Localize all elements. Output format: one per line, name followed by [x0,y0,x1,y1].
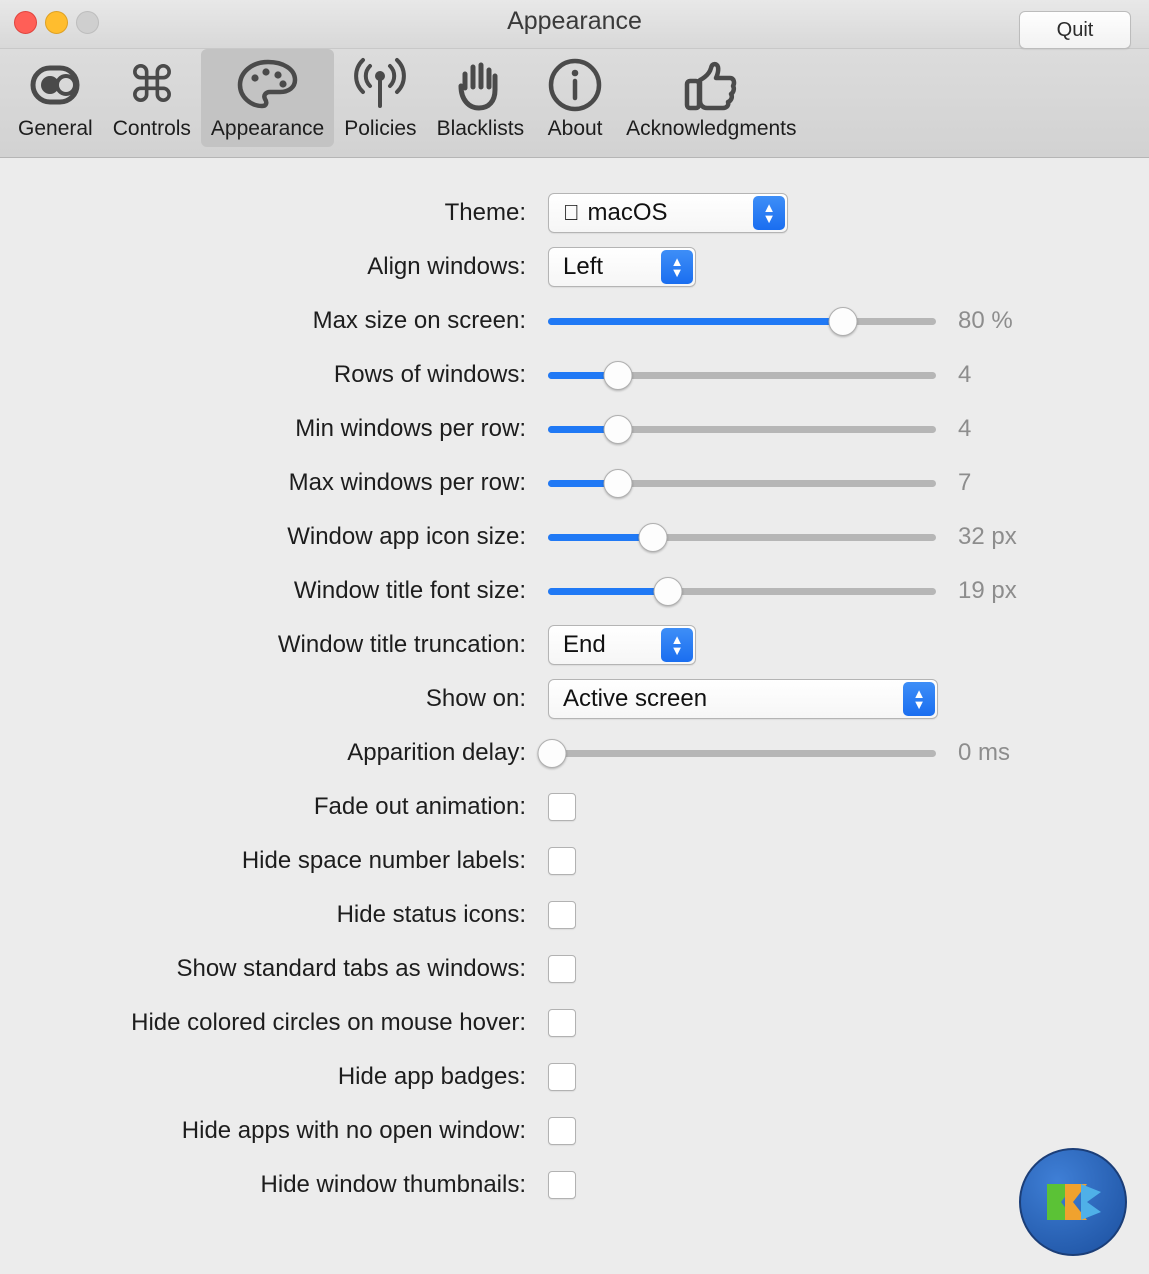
max-windows-per-row-label: Max windows per row: [288,469,526,496]
tab-general[interactable] [8,49,103,147]
row-fade-out-animation [0,780,1149,834]
max-windows-per-row-slider[interactable] [548,468,936,498]
window-app-icon-size-value: 32 px [958,523,1017,550]
slider-knob[interactable] [654,577,683,606]
show-on-label: Show on: [425,685,526,712]
rows-of-windows-slider[interactable] [548,360,936,390]
chevron-updown-icon: ▲ ▼ [903,682,935,716]
rows-of-windows-value: 4 [958,361,972,388]
min-windows-per-row-label: Min windows per row: [295,415,526,442]
show-on-select[interactable] [548,679,938,719]
slider-track [548,750,936,757]
show-standard-tabs-as-windows-checkbox[interactable] [548,955,576,983]
hide-app-badges-label: Hide app badges: [337,1063,526,1090]
row-theme [0,186,1149,240]
window-title-truncation-select[interactable] [548,625,696,665]
tab-controls[interactable] [103,49,201,147]
row-show-on [0,672,1149,726]
theme-value: macOS [571,199,652,226]
tab-policies-label: Policies [344,117,417,140]
tab-appearance-label: Appearance [210,117,325,140]
chevron-updown-icon: ▲ ▼ [661,628,693,662]
hide-app-badges-checkbox[interactable] [548,1063,576,1091]
row-hide-space-number-labels [0,834,1149,888]
theme-select[interactable] [548,193,788,233]
max-windows-per-row-value: 7 [958,469,972,496]
slider-knob[interactable] [603,415,632,444]
window-title-font-size-slider[interactable] [548,576,936,606]
max-size-on-screen-label: Max size on screen: [312,307,526,334]
window-app-icon-size-label: Window app icon size: [287,523,526,550]
slider-knob[interactable] [603,469,632,498]
command-key-icon [121,53,183,117]
row-max-windows-per-row [0,456,1149,510]
toggle-switch-icon [24,53,86,117]
window-title: Appearance [507,7,642,35]
tab-policies[interactable] [334,49,426,147]
thumbs-up-icon [680,53,742,117]
hide-apps-with-no-open-window-label: Hide apps with no open window: [181,1117,526,1144]
row-max-size-on-screen [0,294,1149,348]
settings-panel [0,158,1149,1274]
tab-acknowledgments-label: Acknowledgments [626,117,797,140]
apparition-delay-slider[interactable] [548,738,936,768]
row-window-app-icon-size [0,510,1149,564]
align-windows-value: Left [563,253,604,280]
tab-controls-label: Controls [112,117,191,140]
row-hide-app-badges [0,1050,1149,1104]
window-title-font-size-value: 19 px [958,577,1017,604]
min-windows-per-row-slider[interactable] [548,414,936,444]
window-title-truncation-value: End [563,631,606,658]
row-hide-apps-with-no-open-window [0,1104,1149,1158]
slider-knob[interactable] [638,523,667,552]
row-rows-of-windows [0,348,1149,402]
theme-label: Theme: [444,199,526,226]
max-size-on-screen-value: 80 % [958,307,1013,334]
row-hide-colored-circles-on-mouse-hover [0,996,1149,1050]
slider-fill [548,588,668,595]
svg-text:⌘: ⌘ [126,56,177,114]
hide-window-thumbnails-label: Hide window thumbnails: [260,1171,526,1198]
row-show-standard-tabs-as-windows [0,942,1149,996]
row-hide-status-icons [0,888,1149,942]
hide-window-thumbnails-checkbox[interactable] [548,1171,576,1199]
slider-knob[interactable] [828,307,857,336]
row-min-windows-per-row [0,402,1149,456]
row-hide-window-thumbnails [0,1158,1149,1212]
apparition-delay-label: Apparition delay: [347,739,526,766]
paint-palette-icon [235,53,301,117]
tab-blacklists-label: Blacklists [436,117,525,140]
tab-about[interactable] [534,49,616,147]
slider-knob[interactable] [603,361,632,390]
fade-out-animation-label: Fade out animation: [313,793,526,820]
theme-control [548,193,788,233]
hide-status-icons-checkbox[interactable] [548,901,576,929]
tab-about-label: About [547,117,603,140]
tab-appearance[interactable] [201,49,334,147]
window-app-icon-size-slider[interactable] [548,522,936,552]
row-align-windows [0,240,1149,294]
chevron-updown-icon: ▲ ▼ [661,250,693,284]
min-windows-per-row-value: 4 [958,415,972,442]
broadcast-antenna-icon [349,53,411,117]
toolbar [0,49,1149,158]
slider-knob[interactable] [537,739,566,768]
hide-colored-circles-on-mouse-hover-label: Hide colored circles on mouse hover: [131,1009,526,1036]
hide-colored-circles-on-mouse-hover-checkbox[interactable] [548,1009,576,1037]
quit-button[interactable]: Quit [1019,11,1131,49]
raised-hand-icon [449,53,511,117]
titlebar [0,0,1149,49]
show-on-value: Active screen [563,685,708,712]
align-windows-label: Align windows: [367,253,526,280]
tab-acknowledgments[interactable] [616,49,806,147]
tab-blacklists[interactable] [427,49,535,147]
chevron-updown-icon: ▲ ▼ [753,196,785,230]
slider-fill [548,318,843,325]
fade-out-animation-checkbox[interactable] [548,793,576,821]
slider-fill [548,534,653,541]
align-windows-select[interactable] [548,247,696,287]
apparition-delay-value: 0 ms [958,739,1011,766]
app-logo-icon [1019,1148,1127,1256]
row-window-title-truncation [0,618,1149,672]
row-apparition-delay [0,726,1149,780]
max-size-on-screen-slider[interactable] [548,306,936,336]
apple-logo-icon [563,200,580,226]
show-standard-tabs-as-windows-label: Show standard tabs as windows: [176,955,526,982]
hide-space-number-labels-checkbox[interactable] [548,847,576,875]
rows-of-windows-label: Rows of windows: [333,361,526,388]
hide-apps-with-no-open-window-checkbox[interactable] [548,1117,576,1145]
info-circle-icon [544,53,606,117]
row-window-title-font-size [0,564,1149,618]
hide-space-number-labels-label: Hide space number labels: [241,847,526,874]
align-windows-control [548,247,696,287]
tab-general-label: General [18,117,93,140]
window-title-truncation-label: Window title truncation: [277,631,526,658]
hide-status-icons-label: Hide status icons: [336,901,526,928]
window-title-font-size-label: Window title font size: [293,577,526,604]
